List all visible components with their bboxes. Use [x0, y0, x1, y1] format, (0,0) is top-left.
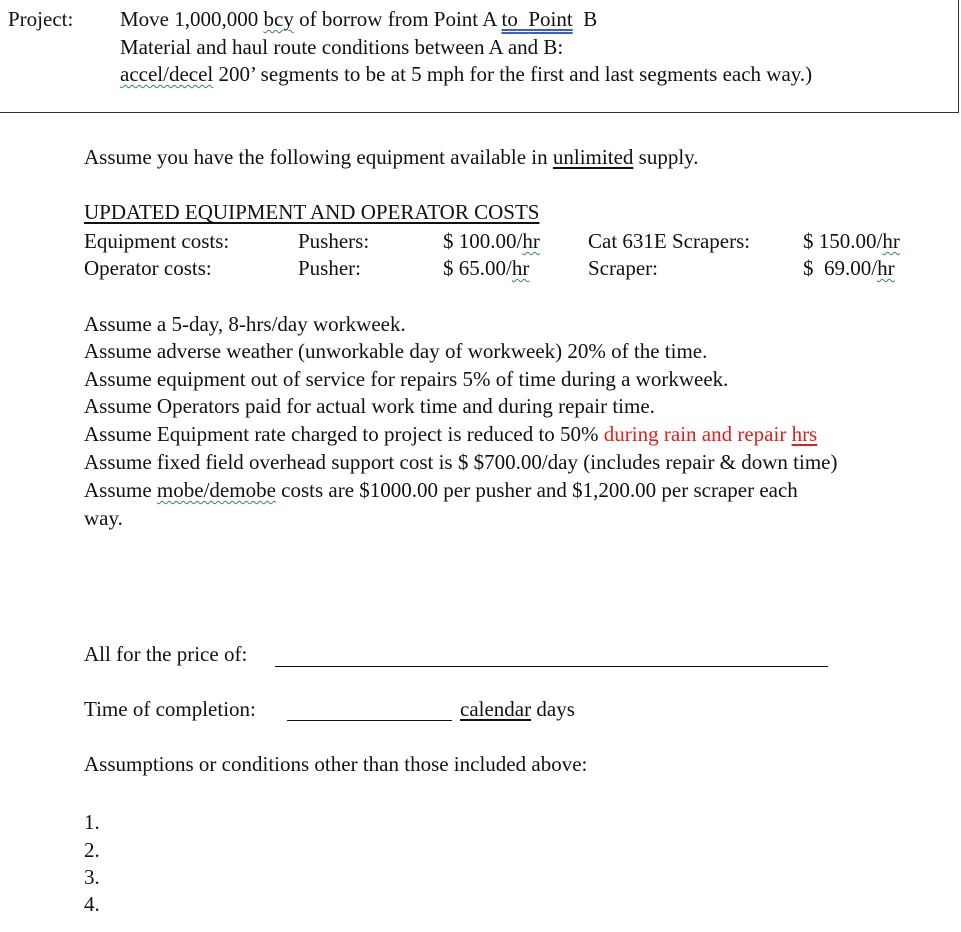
assumption-workweek: Assume a 5-day, 8-hrs/day workweek. [84, 312, 406, 336]
assumption-operators: Assume Operators paid for actual work time and during repair time. [84, 394, 655, 418]
project-line-2: Material and haul route conditions between A and B: [120, 35, 564, 59]
assumption-mobe-cont: way. [84, 506, 123, 530]
calendar-days: calendar days [460, 697, 575, 721]
other-assumptions-label: Assumptions or conditions other than those included above: [84, 752, 588, 776]
time-label: Time of completion: [84, 697, 256, 721]
list-item: 4. [84, 892, 100, 916]
supply-statement: Assume you have the following equipment available in unlimited supply. [84, 145, 699, 169]
list-item: 3. [84, 865, 100, 889]
bcy-word: bcy [263, 7, 294, 31]
scraper-operator-rate: $ 69.00/hr [803, 256, 895, 280]
price-field[interactable] [275, 666, 828, 667]
list-item: 1. [84, 810, 100, 834]
assumption-repairs: Assume equipment out of service for repairs 5% of time during a workweek. [84, 367, 729, 391]
scraper-label: Scraper: [588, 256, 658, 280]
project-line-1: Move 1,000,000 bcy of borrow from Point A to Point B [120, 7, 598, 31]
time-field[interactable] [287, 720, 452, 721]
scraper-equipment-rate: $ 150.00/hr [803, 229, 900, 253]
list-item: 2. [84, 838, 100, 862]
operator-costs-label: Operator costs: [84, 256, 212, 280]
assumption-weather: Assume adverse weather (unworkable day of workweek) 20% of the time. [84, 339, 708, 363]
assumption-equipment-rate: Assume Equipment rate charged to project is reduced to 50% during rain and repair hrs [84, 422, 818, 446]
project-line-3: accel/decel 200’ segments to be at 5 mph for the first and last segments each way.) [120, 62, 813, 86]
equipment-costs-label: Equipment costs: [84, 229, 230, 253]
costs-heading: UPDATED EQUIPMENT AND OPERATOR COSTS [84, 200, 540, 224]
project-label: Project: [8, 7, 74, 31]
pusher-operator-rate: $ 65.00/hr [443, 256, 530, 280]
assumption-overhead: Assume fixed field overhead support cost is $ $700.00/day (includes repair & down time) [84, 450, 838, 474]
pusher-label: Pusher: [298, 256, 361, 280]
scrapers-label: Cat 631E Scrapers: [588, 229, 751, 253]
assumption-mobe: Assume mobe/demobe costs are $1000.00 per pusher and $1,200.00 per scraper each [84, 478, 798, 502]
pusher-equipment-rate: $ 100.00/hr [443, 229, 540, 253]
pushers-label: Pushers: [298, 229, 370, 253]
price-label: All for the price of: [84, 642, 248, 666]
